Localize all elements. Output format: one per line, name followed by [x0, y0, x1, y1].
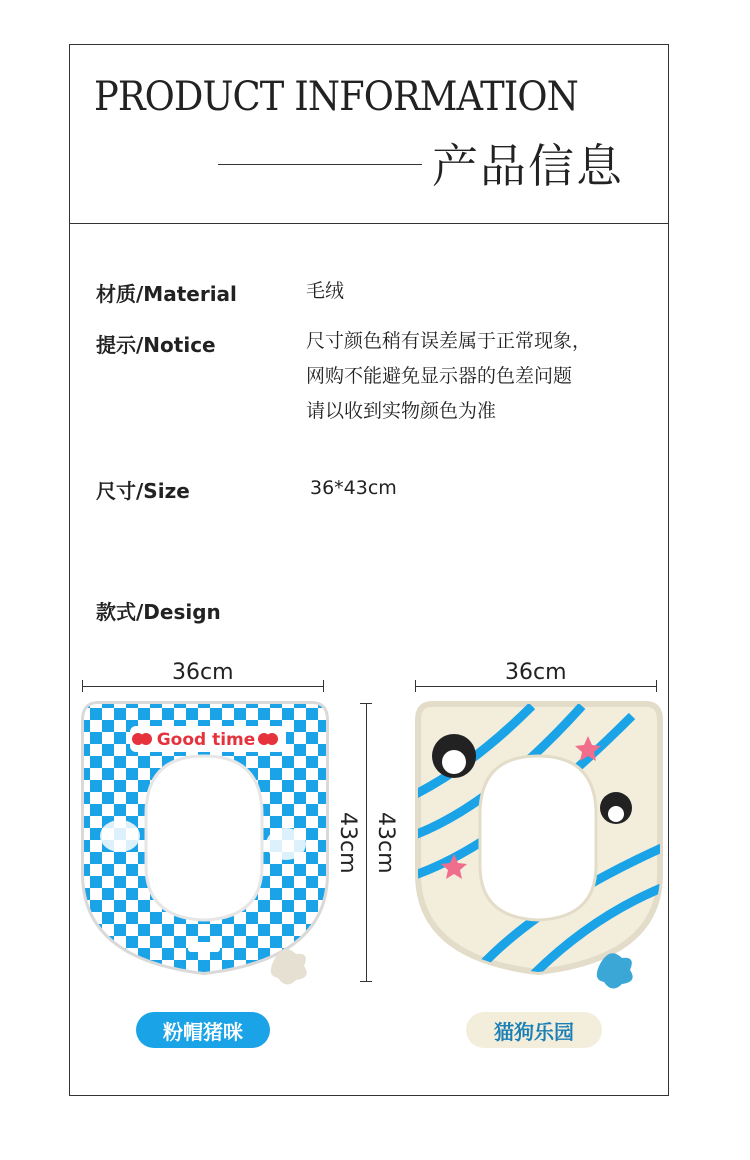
notice-line-1: 尺寸颜色稍有误差属于正常现象， [306, 330, 592, 352]
height-tick-bottom [360, 981, 372, 982]
right-width-tick-start [415, 680, 416, 692]
design-label: 款式/Design [96, 600, 221, 624]
notice-line-3: 请以收到实物颜色为准 [306, 400, 497, 422]
right-width-label: 36cm [505, 660, 567, 685]
title-en: PRODUCT INFORMATION [94, 74, 578, 120]
good-time-print: Good time [156, 730, 256, 750]
striped-seat-cover [412, 696, 666, 992]
notice-line-2: 网购不能避免显示器的色差问题 [306, 365, 573, 387]
header-divider [69, 223, 669, 224]
left-width-line [82, 686, 324, 687]
material-label: 材质/Material [96, 282, 237, 306]
right-height-label: 43cm [373, 812, 398, 874]
left-height-label: 43cm [335, 812, 360, 874]
left-width-tick-start [82, 680, 83, 692]
left-width-label: 36cm [172, 660, 234, 685]
title-rule [218, 164, 422, 165]
left-width-tick-end [323, 680, 324, 692]
checkered-seat-cover [78, 696, 332, 986]
design-name-right: 猫狗乐园 [466, 1012, 602, 1048]
design-name-left: 粉帽猪咪 [136, 1012, 270, 1048]
material-value: 毛绒 [306, 280, 345, 302]
right-width-line [415, 686, 657, 687]
height-line [366, 703, 367, 981]
size-label: 尺寸/Size [96, 479, 190, 503]
height-tick-top [360, 703, 372, 704]
size-value: 36*43cm [310, 477, 397, 499]
notice-label: 提示/Notice [96, 333, 216, 357]
right-width-tick-end [656, 680, 657, 692]
title-cn: 产品信息 [432, 139, 624, 193]
